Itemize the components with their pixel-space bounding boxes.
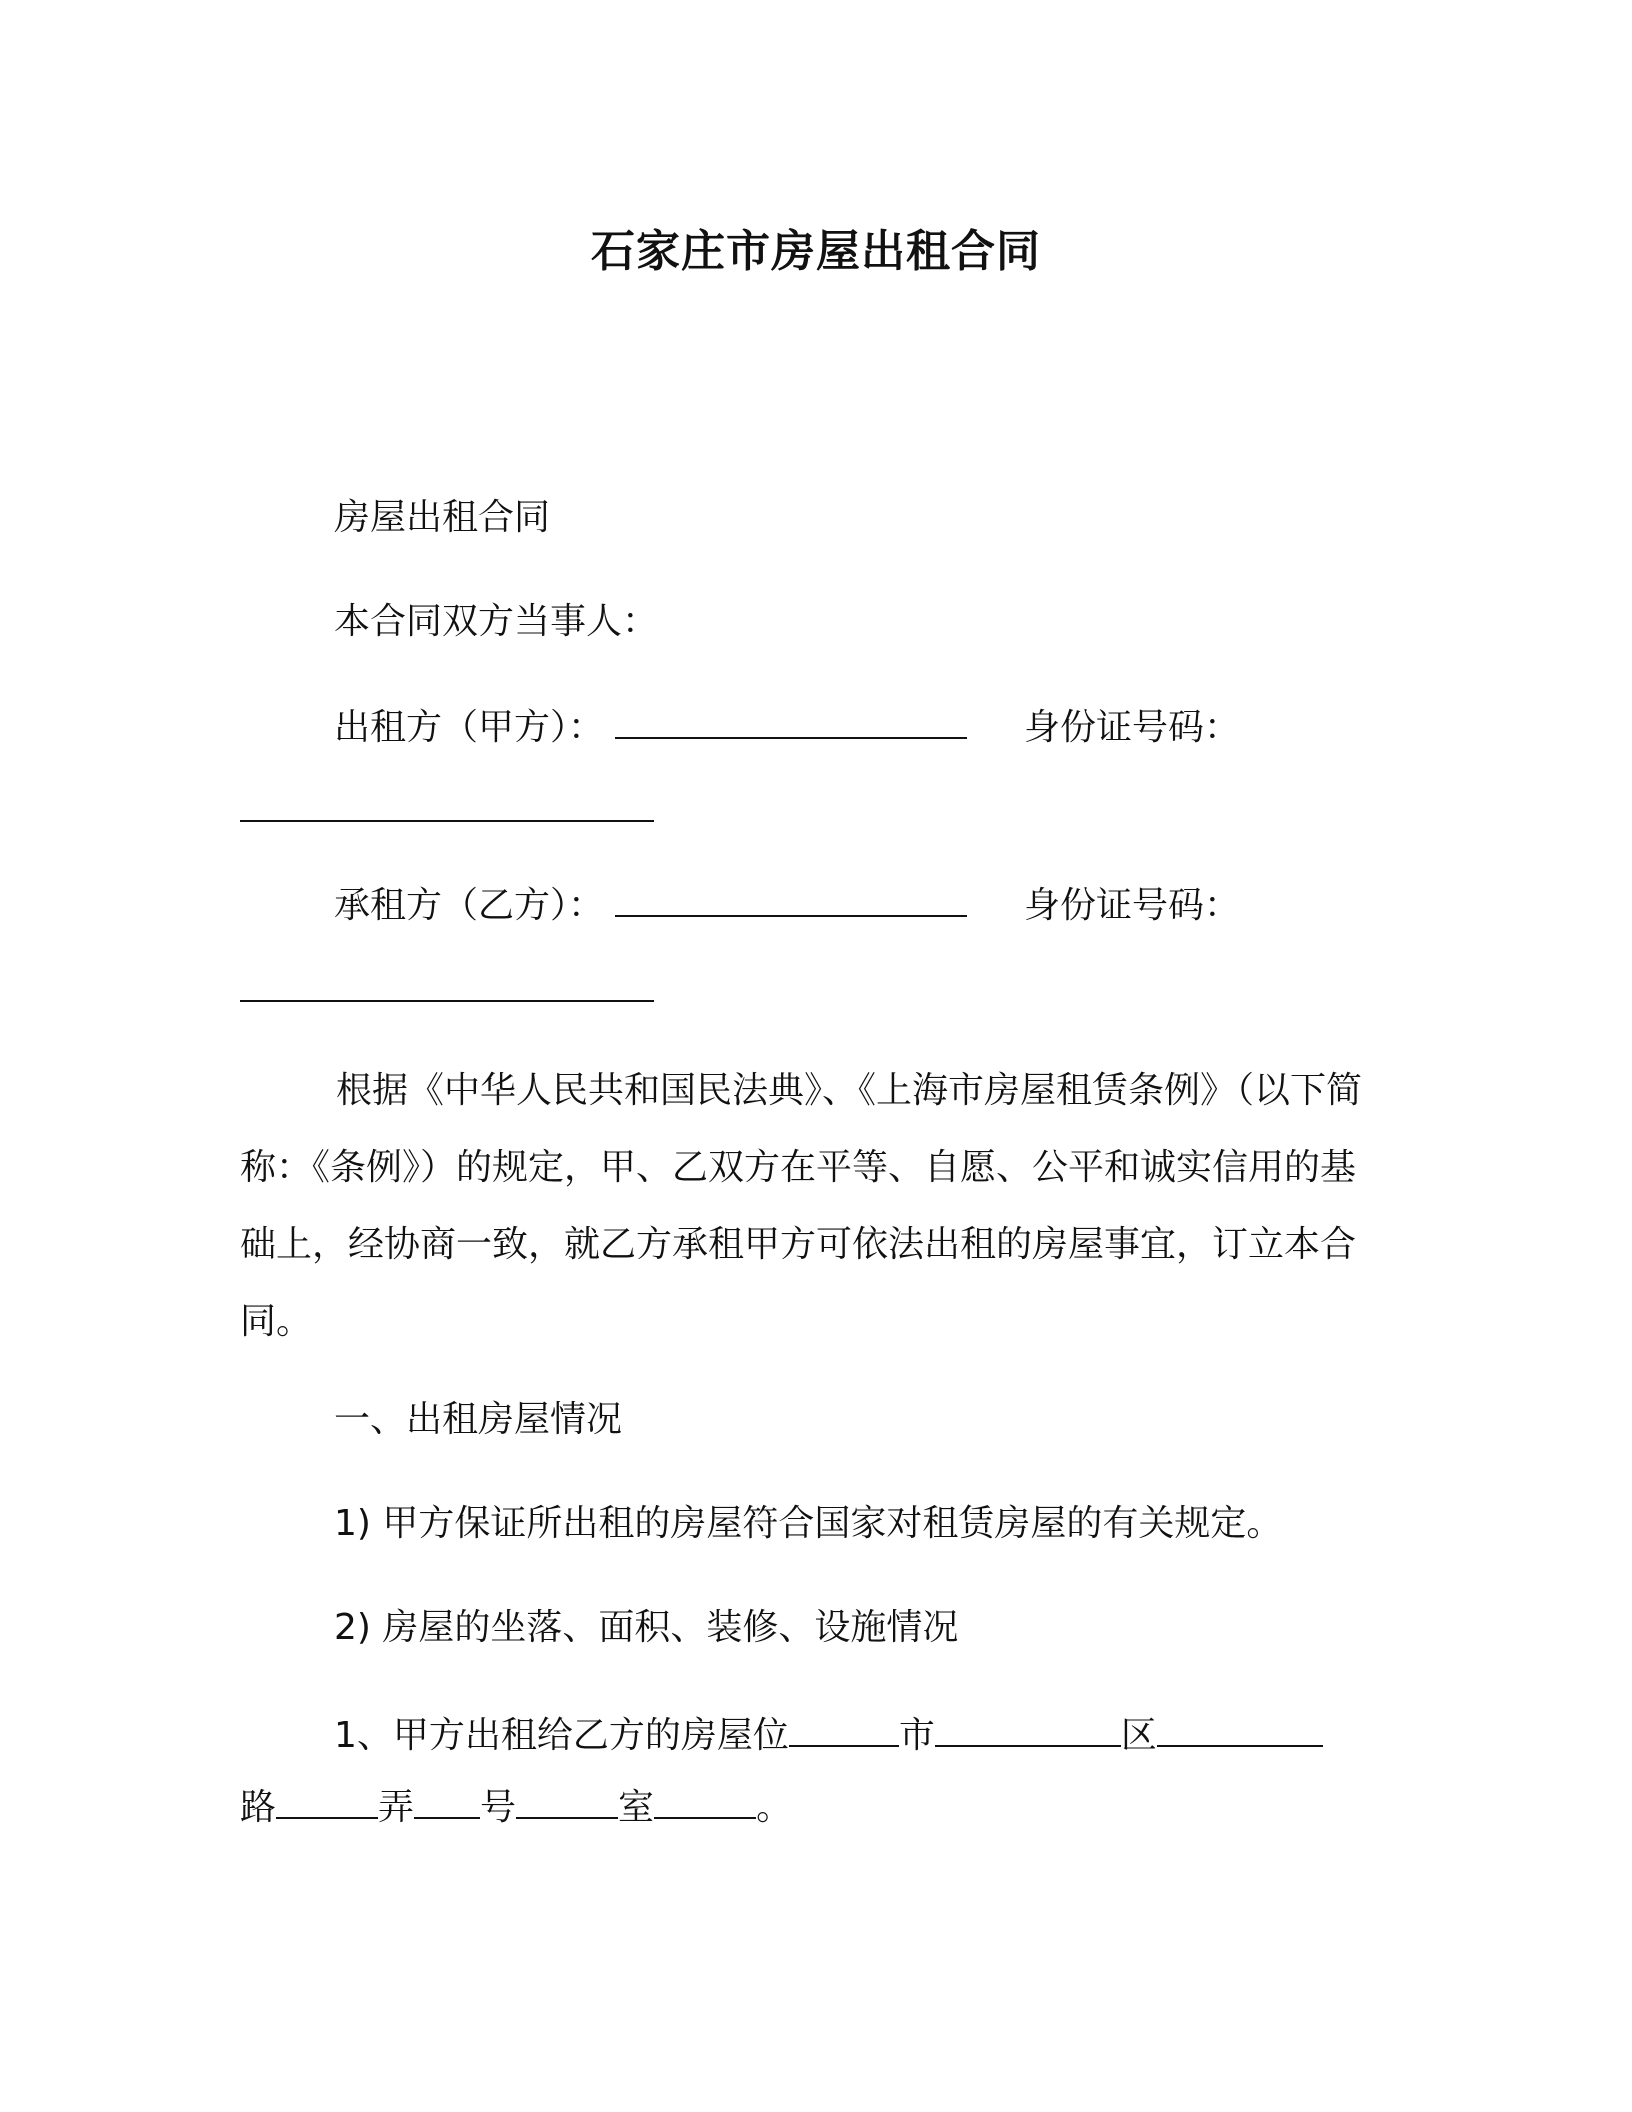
document-title: 石家庄市房屋出租合同 <box>591 226 1041 277</box>
location-line-2 <box>240 1784 792 1832</box>
lessor-row <box>334 704 967 752</box>
lessor-name-blank[interactable] <box>615 707 967 739</box>
room-label: 室 <box>618 1787 655 1828</box>
lane-label: 弄 <box>378 1787 415 1828</box>
lessee-name-blank[interactable] <box>615 885 967 917</box>
district-label: 区 <box>1120 1715 1157 1756</box>
location-line-1 <box>334 1712 1323 1760</box>
location-prefix: 1、甲方出租给乙方的房屋位 <box>334 1715 789 1756</box>
district-blank[interactable] <box>935 1715 1121 1747</box>
lane-blank[interactable] <box>414 1787 480 1819</box>
room-blank[interactable] <box>654 1787 756 1819</box>
number-blank[interactable] <box>516 1787 618 1819</box>
item-2: 2) 房屋的坐落、面积、装修、设施情况 <box>334 1607 959 1648</box>
contract-heading: 房屋出租合同 <box>334 497 551 538</box>
number-label: 号 <box>480 1787 517 1828</box>
parties-intro: 本合同双方当事人： <box>334 601 659 642</box>
lessor-label: 出租方（甲方）： <box>334 707 605 748</box>
lessee-row <box>334 882 967 930</box>
city-label: 市 <box>898 1715 935 1756</box>
lessee-id-blank[interactable] <box>240 1000 654 1002</box>
location-end: 。 <box>756 1787 793 1828</box>
lessor-id-label: 身份证号码： <box>1024 707 1241 748</box>
lessee-id-label: 身份证号码： <box>1024 885 1241 926</box>
district-trailing-blank[interactable] <box>1157 1715 1323 1747</box>
lessor-id-blank[interactable] <box>240 820 654 822</box>
lessee-label: 承租方（乙方）： <box>334 885 605 926</box>
road-blank[interactable] <box>276 1787 378 1819</box>
city-blank[interactable] <box>789 1715 899 1747</box>
section-1-title: 一、出租房屋情况 <box>334 1399 623 1440</box>
road-label: 路 <box>240 1787 277 1828</box>
preamble-paragraph: 根据《中华人民共和国民法典》、《上海市房屋租赁条例》（以下简称：《条例》）的规定，甲、乙双方在平等、自愿、公平和诚实信用的基础上，经协商一致，就乙方承租甲方可依法出租的房屋事宜，订立本合同。 <box>240 1070 1363 1342</box>
item-1: 1) 甲方保证所出租的房屋符合国家对租赁房屋的有关规定。 <box>334 1503 1283 1544</box>
